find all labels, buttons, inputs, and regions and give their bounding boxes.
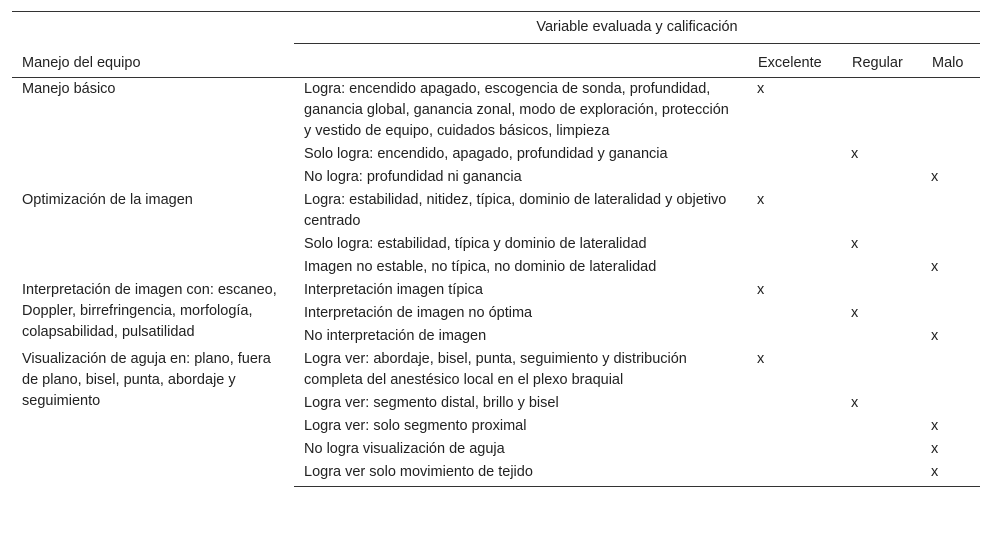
variable-cell: Logra ver: abordaje, bisel, punta, seguimiento y distribución completa del anestésico local en el plexo braquial — [304, 351, 687, 388]
regular-mark — [842, 279, 922, 302]
regular-mark — [842, 415, 922, 438]
variable-cell: Solo logra: encendido, apagado, profundidad y ganancia — [304, 146, 668, 162]
variable-cell: Logra: encendido apagado, escogencia de sonda, profundidad, ganancia global, ganancia zonal, modo de exploración, protección y vestido de equipo, cuidados básicos, limpieza — [304, 81, 729, 139]
header-regular: Regular — [842, 44, 922, 78]
malo-mark — [922, 279, 980, 302]
excelente-mark — [748, 415, 842, 438]
header-variable-group: Variable evaluada y calificación — [294, 12, 980, 44]
excelente-mark — [748, 325, 842, 348]
category-cell: Visualización de aguja en: plano, fuera de plano, bisel, punta, abordaje y seguimiento — [22, 351, 271, 409]
variable-cell: No interpretación de imagen — [304, 328, 487, 344]
regular-mark: x — [851, 305, 859, 321]
regular-mark — [842, 348, 922, 392]
regular-mark — [842, 78, 922, 144]
excelente-mark — [748, 461, 842, 487]
header-manejo-del-equipo: Manejo del equipo — [12, 12, 294, 78]
excelente-mark — [748, 166, 842, 189]
table-body — [12, 78, 980, 487]
variable-cell: Solo logra: estabilidad, típica y dominio de lateralidad — [304, 236, 647, 252]
excelente-mark — [748, 438, 842, 461]
malo-mark: x — [931, 169, 939, 185]
regular-mark: x — [851, 146, 859, 162]
variable-cell: Logra: estabilidad, nitidez, típica, dominio de lateralidad y objetivo centrado — [304, 192, 727, 229]
excelente-mark: x — [757, 351, 765, 367]
excelente-mark: x — [757, 192, 765, 208]
malo-mark: x — [931, 418, 939, 434]
table-header — [12, 12, 980, 78]
table-row — [12, 78, 980, 144]
variable-cell: Imagen no estable, no típica, no dominio de lateralidad — [304, 259, 657, 275]
header-excelente: Excelente — [748, 44, 842, 78]
regular-mark: x — [851, 395, 859, 411]
evaluation-table — [12, 11, 980, 487]
regular-mark — [842, 166, 922, 189]
variable-cell: No logra visualización de aguja — [304, 441, 505, 457]
malo-mark — [922, 392, 980, 415]
variable-cell: Logra ver: segmento distal, brillo y bisel — [304, 395, 559, 411]
malo-mark: x — [931, 328, 939, 344]
category-cell: Optimización de la imagen — [22, 192, 193, 208]
malo-mark: x — [931, 441, 939, 457]
table-row — [12, 189, 980, 233]
malo-mark — [922, 348, 980, 392]
malo-mark: x — [922, 461, 980, 487]
category-cell: Manejo básico — [22, 81, 116, 97]
excelente-mark — [748, 302, 842, 325]
variable-cell: Interpretación de imagen no óptima — [304, 305, 533, 321]
variable-cell: Logra ver: solo segmento proximal — [304, 418, 527, 434]
variable-cell: Interpretación imagen típica — [304, 282, 483, 298]
malo-mark — [922, 189, 980, 233]
excelente-mark: x — [757, 81, 765, 97]
regular-mark: x — [851, 236, 859, 252]
malo-mark: x — [931, 259, 939, 275]
variable-cell: No logra: profundidad ni ganancia — [304, 169, 522, 185]
excelente-mark — [748, 392, 842, 415]
regular-mark — [842, 189, 922, 233]
excelente-mark — [748, 143, 842, 166]
malo-mark — [922, 233, 980, 256]
malo-mark — [922, 143, 980, 166]
malo-mark — [922, 78, 980, 144]
excelente-mark: x — [757, 282, 765, 298]
excelente-mark — [748, 256, 842, 279]
regular-mark — [842, 438, 922, 461]
table-row — [12, 348, 980, 392]
regular-mark — [842, 325, 922, 348]
header-malo: Malo — [922, 44, 980, 78]
header-blank-cell — [294, 44, 748, 78]
category-cell: Interpretación de imagen con: escaneo, Doppler, birrefringencia, morfología, colapsabilidad, pulsatilidad — [22, 282, 277, 340]
regular-mark — [842, 256, 922, 279]
excelente-mark — [748, 233, 842, 256]
regular-mark — [842, 461, 922, 487]
variable-cell: Logra ver solo movimiento de tejido — [294, 461, 748, 487]
malo-mark — [922, 302, 980, 325]
table-row — [12, 279, 980, 302]
